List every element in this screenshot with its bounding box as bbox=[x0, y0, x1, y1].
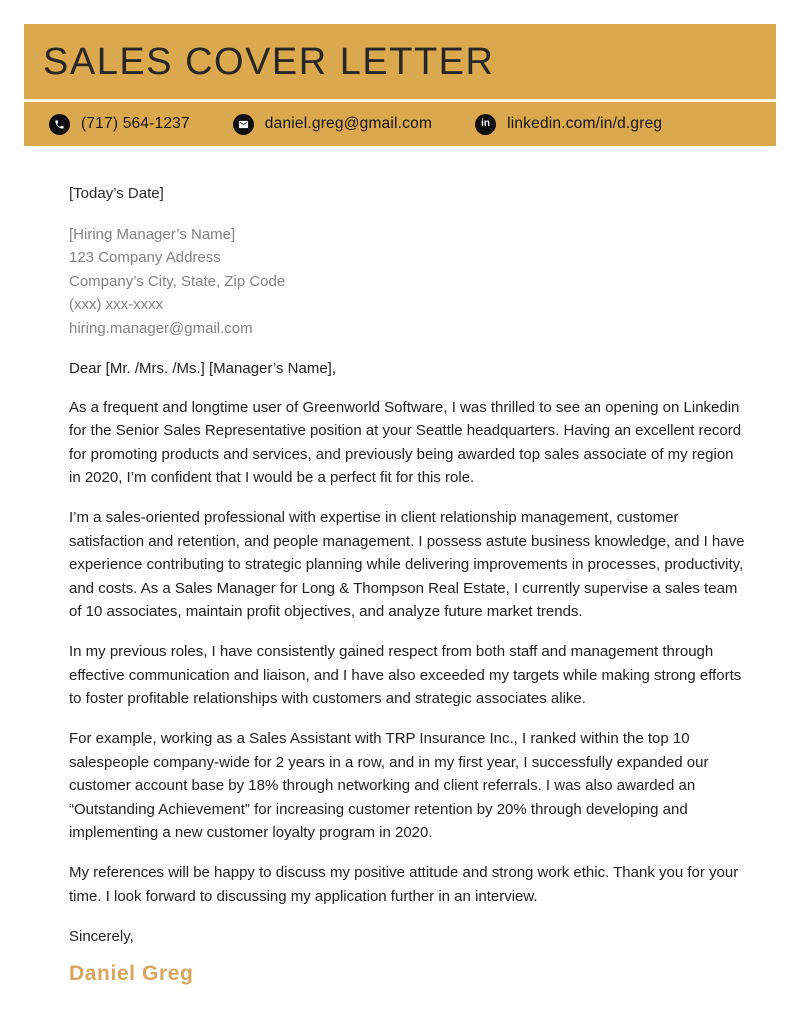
header-banner bbox=[24, 24, 776, 146]
recipient-address: 123 Company Address bbox=[69, 249, 221, 266]
closing: Sincerely, bbox=[69, 927, 134, 945]
contact-phone-text: (717) 564-1237 bbox=[81, 115, 190, 132]
paragraph-references: My references will be happy to discuss my positive attitude and strong work ethic. Thank you for your time. I look forward to discussing my application further in an interview. bbox=[69, 864, 739, 905]
phone-icon bbox=[49, 114, 70, 135]
paragraph-achievements: For example, working as a Sales Assistant with TRP Insurance Inc., I ranked within the top 10 salespeople company-wide for 2 years in a row, and in my first year, I successfully expanded our customer account base by 18% through networking and client referrals. I was also awarded an “Outstanding Achievement” for increasing customer retention by 20% through developing and implementing a new customer loyalty program in 2020. bbox=[69, 730, 709, 841]
recipient-phone: (xxx) xxx-xxxx bbox=[69, 296, 164, 313]
letter-body bbox=[0, 146, 800, 986]
contact-email-text: daniel.greg@gmail.com bbox=[264, 115, 433, 132]
contact-bar bbox=[24, 102, 776, 146]
contact-linkedin-text: linkedin.com/in/d.greg bbox=[507, 115, 663, 132]
paragraph-previous-roles: In my previous roles, I have consistently gained respect from both staff and management through effective communication and liaison, and I have also exceeded my targets while making strong efforts to foster profitable relationships with customers and strategic associates alike. bbox=[69, 643, 742, 707]
paragraph-expertise: I’m a sales-oriented professional with expertise in client relationship management, customer satisfaction and retention, and people management. I possess astute business knowledge, and I have experience contributing to strategic planning while delivering improvements in processes, productivity, and costs. As a Sales Manager for Long & Thompson Real Estate, I currently supervise a sales team of 10 associates, maintain profit objectives, and analyze future market trends. bbox=[69, 509, 745, 620]
page-title: SALES COVER LETTER bbox=[43, 40, 495, 83]
date-placeholder: [Today’s Date] bbox=[69, 185, 164, 202]
recipient-block bbox=[69, 223, 746, 341]
header-title-band bbox=[24, 24, 776, 99]
salutation: Dear [Mr. /Mrs. /Ms.] [Manager’s Name], bbox=[69, 360, 337, 377]
contact-linkedin bbox=[475, 114, 662, 135]
contact-email bbox=[233, 114, 432, 135]
contact-phone bbox=[49, 114, 190, 135]
recipient-city-state-zip: Company’s City, State, Zip Code bbox=[69, 272, 286, 290]
signature-name: Daniel Greg bbox=[69, 962, 194, 985]
linkedin-icon: in bbox=[475, 114, 496, 135]
recipient-email: hiring.manager@gmail.com bbox=[69, 319, 253, 337]
paragraph-opening: As a frequent and longtime user of Greenworld Software, I was thrilled to see an opening on Linkedin for the Senior Sales Representative position at your Seattle headquarters. Having an excellent record for promoting products and services, and previously being awarded top sales associate of my region in 2020, I’m confident that I would be a perfect fit for this role. bbox=[69, 398, 742, 486]
email-icon bbox=[233, 114, 254, 135]
recipient-name: [Hiring Manager’s Name] bbox=[69, 225, 236, 243]
